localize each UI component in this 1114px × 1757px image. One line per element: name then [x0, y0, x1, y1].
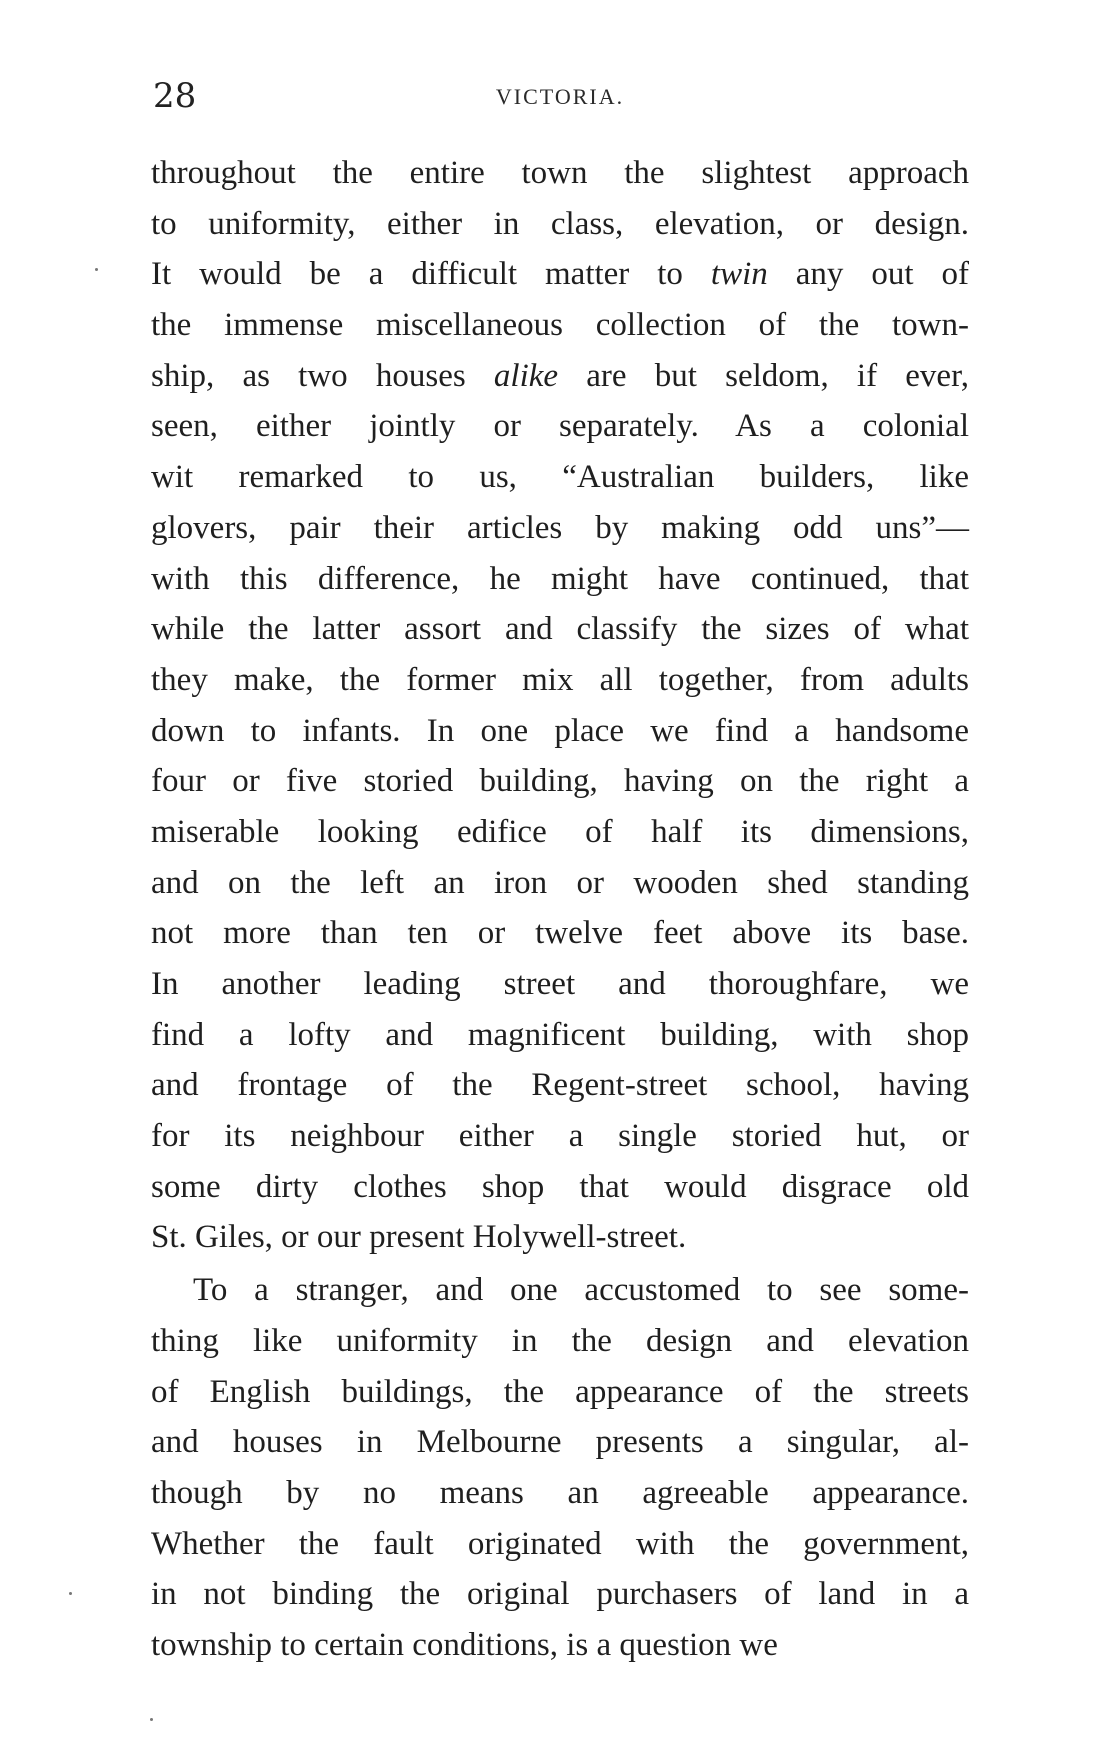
text-segment: not more than ten or twelve feet above its base.: [151, 915, 969, 952]
page-number: 28: [153, 76, 197, 116]
text-line: [151, 1010, 969, 1061]
paper-speck: [95, 268, 98, 271]
text-line: [151, 1162, 969, 1213]
text-line: [151, 1569, 969, 1620]
page-header: [153, 76, 967, 126]
text-segment: seen, either jointly or separately. As a colonial: [151, 408, 969, 445]
text-segment: of English buildings, the appearance of the streets: [151, 1373, 969, 1410]
text-segment: ship, as two houses: [151, 357, 494, 394]
text-segment: To a stranger, and one accustomed to see some-: [193, 1272, 969, 1309]
text-line: [151, 300, 969, 351]
italic-word: alike: [493, 357, 559, 394]
text-segment: thing like uniformity in the design and elevation: [151, 1322, 969, 1359]
text-line: [151, 1111, 969, 1162]
text-segment: and frontage of the Regent-street school, having: [151, 1067, 969, 1104]
text-segment: they make, the former mix all together, from adults: [151, 661, 969, 698]
text-line: [151, 1212, 969, 1263]
text-segment: the immense miscellaneous collection of the town-: [151, 307, 969, 344]
text-line: [151, 1265, 969, 1316]
text-line: [151, 1620, 969, 1671]
text-line: [151, 706, 969, 757]
text-line: [151, 756, 969, 807]
text-segment: St. Giles, or our present Holywell-street.: [151, 1219, 687, 1256]
text-line: [151, 148, 969, 199]
text-line: [151, 554, 969, 605]
text-line: [151, 1316, 969, 1367]
paper-speck: [150, 1718, 153, 1721]
text-segment: miserable looking edifice of half its dimensions,: [151, 813, 969, 850]
text-line: [151, 1417, 969, 1468]
italic-word: twin: [710, 256, 768, 293]
text-segment: are but seldom, if ever,: [558, 357, 969, 394]
text-line: [151, 401, 969, 452]
text-segment: and on the left an iron or wooden shed standing: [151, 864, 969, 901]
text-segment: in not binding the original purchasers of land in a: [151, 1576, 969, 1613]
paper-speck: [69, 1592, 72, 1595]
text-segment: down to infants. In one place we find a handsome: [151, 712, 969, 749]
text-segment: In another leading street and thoroughfare, we: [151, 966, 969, 1002]
text-line: [151, 1468, 969, 1519]
text-segment: though by no means an agreeable appearance.: [151, 1474, 969, 1511]
text-segment: while the latter assort and classify the sizes of what: [151, 611, 969, 648]
text-line: [151, 452, 969, 503]
text-line: [151, 858, 969, 909]
body-text: [151, 148, 969, 1671]
text-segment: four or five storied building, having on the right a: [151, 763, 969, 800]
text-line: [151, 199, 969, 250]
text-segment: glovers, pair their articles by making odd uns”—: [151, 509, 969, 546]
text-segment: to uniformity, either in class, elevation, or design.: [151, 205, 969, 242]
text-segment: find a lofty and magnificent building, with shop: [151, 1016, 969, 1053]
text-segment: wit remarked to us, “Australian builders, like: [151, 459, 969, 496]
text-line: [151, 351, 969, 402]
text-line: [151, 1367, 969, 1418]
text-line: [151, 655, 969, 706]
text-line: [151, 604, 969, 655]
text-segment: for its neighbour either a single storied hut, or: [151, 1118, 969, 1155]
running-head: VICTORIA.: [495, 84, 625, 109]
text-segment: any out of: [767, 256, 969, 293]
text-line: [151, 1060, 969, 1111]
text-line: [151, 908, 969, 959]
text-segment: some dirty clothes shop that would disgrace old: [151, 1168, 969, 1205]
text-segment: and houses in Melbourne presents a singular, al-: [151, 1424, 969, 1461]
text-line: [151, 807, 969, 858]
text-segment: township to certain conditions, is a question we: [151, 1626, 778, 1663]
text-line: [151, 249, 969, 300]
text-segment: It would be a difficult matter to: [151, 256, 711, 293]
text-segment: throughout the entire town the slightest approach: [151, 155, 969, 191]
text-line: [151, 1519, 969, 1570]
text-line: [151, 503, 969, 554]
text-segment: with this difference, he might have continued, that: [151, 560, 969, 597]
text-line: [151, 959, 969, 1010]
text-segment: Whether the fault originated with the government,: [151, 1525, 969, 1562]
